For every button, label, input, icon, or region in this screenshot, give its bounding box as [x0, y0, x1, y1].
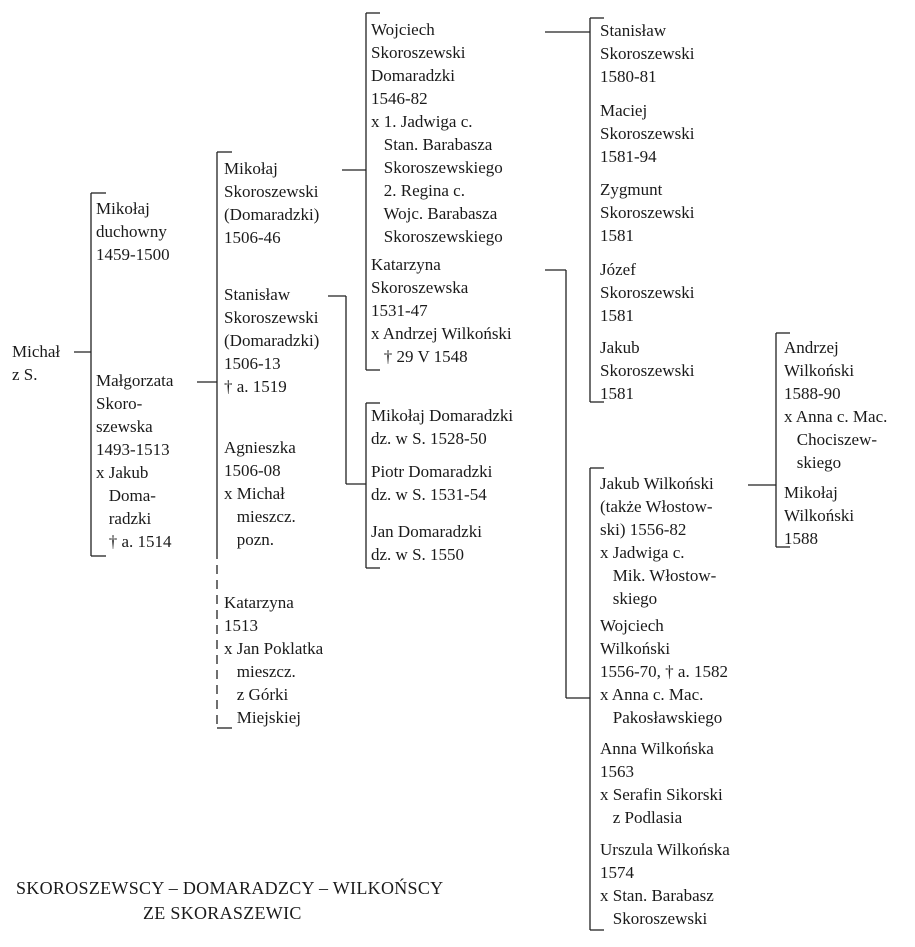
person-line: Skoroszewski — [600, 44, 695, 63]
person-line: 1581-94 — [600, 147, 657, 166]
person-line: Skoroszewskiego — [371, 227, 503, 246]
person-malgorzata — [96, 369, 173, 553]
person-line: Wilkoński — [784, 361, 855, 380]
person-urszula-wilkonska — [600, 838, 730, 930]
person-katarzyna-1513 — [224, 591, 323, 729]
person-line: x Jan Poklatka — [224, 639, 324, 658]
chart-title-line-1: SKOROSZEWSCY – DOMARADZCY – WILKOŃSCY — [16, 878, 444, 898]
person-line: Skoro- — [96, 394, 143, 413]
person-line: x Serafin Sikorski — [600, 785, 723, 804]
person-line: Skoroszewski — [371, 43, 466, 62]
person-line: Pakosławskiego — [600, 708, 723, 727]
person-line: 1531-47 — [371, 301, 428, 320]
person-stanislaw-skoroszewski-1580 — [600, 19, 694, 88]
person-line: Skoroszewski — [600, 124, 695, 143]
person-line: x Andrzej Wilkoński — [371, 324, 512, 343]
person-line: 1588 — [784, 529, 818, 548]
person-line: z Górki — [224, 685, 289, 704]
person-line: x 1. Jadwiga c. — [371, 112, 473, 131]
person-line: 1556-70, † a. 1582 — [600, 662, 728, 681]
person-line: † 29 V 1548 — [371, 347, 468, 366]
person-line: Mikołaj Domaradzki — [371, 406, 514, 425]
person-jakub-wilkonski — [600, 472, 716, 610]
person-line: Wilkoński — [600, 639, 671, 658]
person-line: 1506-46 — [224, 228, 281, 247]
person-line: 2. Regina c. — [371, 181, 465, 200]
person-line: dz. w S. 1531-54 — [371, 485, 487, 504]
person-line: (Domaradzki) — [224, 331, 320, 350]
person-line: Mikołaj — [224, 159, 278, 178]
person-jakub-skoroszewski — [600, 336, 694, 405]
person-line: Mikołaj — [96, 199, 150, 218]
person-line: (Domaradzki) — [224, 205, 320, 224]
person-mikolaj-domaradzki — [371, 404, 513, 450]
person-line: Doma- — [96, 486, 156, 505]
person-line: 1588-90 — [784, 384, 841, 403]
person-line: † a. 1519 — [224, 377, 287, 396]
person-maciej-skoroszewski — [600, 99, 694, 168]
person-line: Jakub — [600, 338, 640, 357]
person-line: Skoroszewskiego — [371, 158, 503, 177]
chart-subtitle — [143, 901, 302, 925]
person-line: Domaradzki — [371, 66, 456, 85]
person-line: Skoroszewski — [224, 182, 319, 201]
person-line: x Stan. Barabasz — [600, 886, 714, 905]
person-line: Skoroszewski — [600, 203, 695, 222]
person-line: Zygmunt — [600, 180, 663, 199]
person-line: Józef — [600, 260, 636, 279]
person-zygmunt-skoroszewski — [600, 178, 694, 247]
person-agnieszka — [224, 436, 296, 551]
person-line: 1513 — [224, 616, 258, 635]
person-line: Wilkoński — [784, 506, 855, 525]
person-line: Skoroszewski — [600, 361, 695, 380]
person-line: Mik. Włostow- — [600, 566, 717, 585]
person-line: radzki — [96, 509, 152, 528]
person-line: Skoroszewski — [224, 308, 319, 327]
person-line: Wojciech — [600, 616, 664, 635]
person-line: 1506-13 — [224, 354, 281, 373]
person-line: ski) 1556-82 — [600, 520, 687, 539]
person-line: 1581 — [600, 306, 634, 325]
person-jozef-skoroszewski — [600, 258, 694, 327]
chart-title-line-2: ZE SKORASZEWIC — [143, 903, 302, 923]
person-andrzej-wilkonski — [784, 336, 887, 474]
person-piotr-domaradzki — [371, 460, 492, 506]
person-line: pozn. — [224, 530, 275, 549]
person-wojciech-wilkonski — [600, 614, 728, 729]
person-line: Małgorzata — [96, 371, 174, 390]
person-line: mieszcz. — [224, 507, 296, 526]
person-line: x Anna c. Mac. — [600, 685, 704, 704]
person-line: x Michał — [224, 484, 285, 503]
person-line: Andrzej — [784, 338, 839, 357]
person-michal — [12, 340, 60, 386]
person-line: Stanisław — [224, 285, 291, 304]
person-line: Anna Wilkońska — [600, 739, 714, 758]
person-line: 1580-81 — [600, 67, 657, 86]
person-line: † a. 1514 — [96, 532, 172, 551]
person-line: (także Włostow- — [600, 497, 713, 516]
person-katarzyna-skoroszewska — [371, 253, 512, 368]
person-line: 1493-1513 — [96, 440, 170, 459]
person-jan-domaradzki — [371, 520, 482, 566]
person-line: 1581 — [600, 384, 634, 403]
person-line: Katarzyna — [224, 593, 294, 612]
person-line: 1574 — [600, 863, 634, 882]
person-line: Urszula Wilkońska — [600, 840, 730, 859]
person-mikolaj-duchowny — [96, 197, 170, 266]
person-line: Piotr Domaradzki — [371, 462, 493, 481]
person-line: 1459-1500 — [96, 245, 170, 264]
person-line: skiego — [784, 453, 842, 472]
person-stanislaw-skoroszewski — [224, 283, 319, 398]
person-line: Stanisław — [600, 21, 667, 40]
person-mikolaj-wilkonski — [784, 481, 854, 550]
person-line: Jakub Wilkoński — [600, 474, 714, 493]
person-line: skiego — [600, 589, 658, 608]
person-line: x Jadwiga c. — [600, 543, 685, 562]
person-line: Miejskiej — [224, 708, 301, 727]
person-line: x Anna c. Mac. — [784, 407, 888, 426]
person-line: Chociszew- — [784, 430, 878, 449]
person-line: dz. w S. 1528-50 — [371, 429, 487, 448]
person-line: szewska — [96, 417, 153, 436]
person-line: 1581 — [600, 226, 634, 245]
person-line: mieszcz. — [224, 662, 296, 681]
person-line: Maciej — [600, 101, 648, 120]
person-line: Wojc. Barabasza — [371, 204, 498, 223]
person-line: Skoroszewski — [600, 909, 708, 928]
person-line: Jan Domaradzki — [371, 522, 482, 541]
person-line: z Podlasia — [600, 808, 683, 827]
person-line: Mikołaj — [784, 483, 838, 502]
person-line: Skoroszewski — [600, 283, 695, 302]
person-line: x Jakub — [96, 463, 149, 482]
person-line: Agnieszka — [224, 438, 296, 457]
chart-title — [16, 876, 443, 900]
person-wojciech-skoroszewski — [371, 18, 503, 248]
person-line: Stan. Barabasza — [371, 135, 493, 154]
person-line: Katarzyna — [371, 255, 441, 274]
person-line: Skoroszewska — [371, 278, 469, 297]
person-line: 1506-08 — [224, 461, 281, 480]
person-line: dz. w S. 1550 — [371, 545, 465, 564]
person-line: duchowny — [96, 222, 167, 241]
person-line: Michał — [12, 342, 61, 361]
person-line: Wojciech — [371, 20, 435, 39]
person-line: z S. — [12, 365, 38, 384]
person-line: 1563 — [600, 762, 634, 781]
person-line: 1546-82 — [371, 89, 428, 108]
person-anna-wilkonska — [600, 737, 723, 829]
person-mikolaj-skoroszewski — [224, 157, 319, 249]
